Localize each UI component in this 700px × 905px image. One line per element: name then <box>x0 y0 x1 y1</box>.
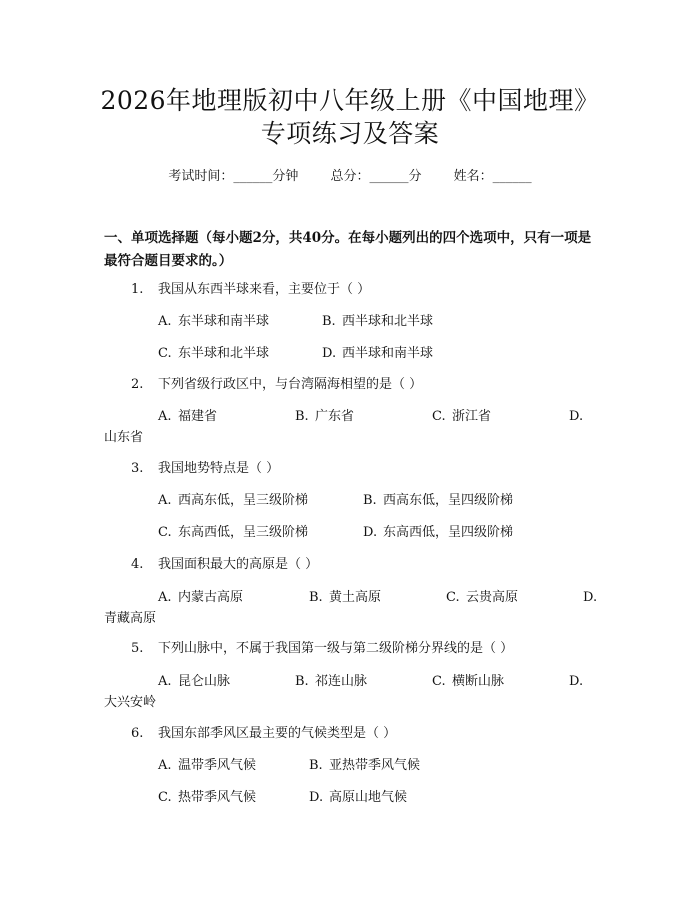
option-4d-text: 青藏高原 <box>104 611 157 626</box>
option-5c[interactable] <box>432 673 504 691</box>
option-3d[interactable] <box>363 524 513 542</box>
option-1c[interactable] <box>158 345 269 363</box>
option-text: 东半球和南半球 <box>178 314 270 329</box>
option-6a[interactable] <box>158 757 256 775</box>
option-letter: D. <box>322 346 337 361</box>
option-2b[interactable] <box>295 408 354 426</box>
question-number: 4. <box>131 557 144 572</box>
option-5b[interactable] <box>295 673 367 691</box>
option-letter: C. <box>158 346 172 361</box>
option-text: 东半球和北半球 <box>178 346 270 361</box>
option-text: 东高西低，呈三级阶梯 <box>178 525 309 540</box>
option-letter: B. <box>309 590 323 605</box>
option-text: 亚热带季风气候 <box>329 758 421 773</box>
option-3c[interactable] <box>158 524 308 542</box>
question-2 <box>131 376 422 394</box>
option-letter: A. <box>158 409 172 424</box>
option-text: 温带季风气候 <box>178 758 257 773</box>
option-text: 祁连山脉 <box>315 674 368 689</box>
section-heading: 一、单项选择题（每小题2分，共40分。在每小题列出的四个选项中，只有一项是最符合题目要求的。） <box>104 230 592 269</box>
option-4b[interactable] <box>309 589 381 607</box>
question-text: 我国从东西半球来看，主要位于（ ） <box>158 282 371 297</box>
option-text: 西高东低，呈四级阶梯 <box>383 493 514 508</box>
option-1d[interactable] <box>322 345 433 363</box>
option-letter: B. <box>295 674 309 689</box>
question-number: 6. <box>131 726 144 741</box>
page-title: 2026年地理版初中八年级上册《中国地理》 <box>100 86 600 115</box>
option-letter: A. <box>158 674 172 689</box>
option-text: 西半球和北半球 <box>342 314 434 329</box>
question-text: 下列山脉中，不属于我国第一级与第二级阶梯分界线的是（ ） <box>158 641 514 656</box>
option-text: 浙江省 <box>452 409 492 424</box>
question-number: 2. <box>131 377 144 392</box>
option-4c[interactable] <box>446 589 518 607</box>
option-letter: B. <box>295 409 309 424</box>
question-1 <box>131 281 370 299</box>
option-letter: B. <box>309 758 323 773</box>
page-subtitle: 专项练习及答案 <box>260 119 440 148</box>
question-6 <box>131 725 396 743</box>
option-letter: C. <box>446 590 460 605</box>
option-4d-letter[interactable]: D. <box>583 590 598 605</box>
option-text: 西高东低，呈三级阶梯 <box>178 493 309 508</box>
option-letter: A. <box>158 314 172 329</box>
option-letter: A. <box>158 758 172 773</box>
option-1b[interactable] <box>322 313 433 331</box>
option-5a[interactable] <box>158 673 230 691</box>
question-text: 我国东部季风区最主要的气候类型是（ ） <box>158 726 397 741</box>
option-2c[interactable] <box>432 408 491 426</box>
option-4a[interactable] <box>158 589 243 607</box>
option-6d[interactable] <box>309 789 407 807</box>
exam-score: 总分：______分 <box>330 169 422 184</box>
option-text: 福建省 <box>178 409 218 424</box>
exam-time: 考试时间：______分钟 <box>168 169 299 184</box>
option-letter: D. <box>309 790 324 805</box>
option-letter: C. <box>432 409 446 424</box>
exam-meta <box>0 168 700 186</box>
option-letter: B. <box>363 493 377 508</box>
option-text: 黄土高原 <box>329 590 382 605</box>
option-5d-text: 大兴安岭 <box>104 695 157 710</box>
option-text: 高原山地气候 <box>329 790 408 805</box>
option-letter: B. <box>322 314 336 329</box>
question-number: 3. <box>131 461 144 476</box>
question-text: 我国面积最大的高原是（ ） <box>158 557 319 572</box>
option-text: 横断山脉 <box>452 674 505 689</box>
question-3 <box>131 460 279 478</box>
option-6c[interactable] <box>158 789 256 807</box>
option-letter: D. <box>363 525 378 540</box>
option-text: 广东省 <box>315 409 355 424</box>
option-letter: C. <box>158 525 172 540</box>
option-letter: C. <box>432 674 446 689</box>
option-text: 昆仑山脉 <box>178 674 231 689</box>
question-5 <box>131 640 513 658</box>
exam-name: 姓名：______ <box>453 169 532 184</box>
question-number: 5. <box>131 641 144 656</box>
option-6b[interactable] <box>309 757 420 775</box>
option-text: 云贵高原 <box>466 590 519 605</box>
option-1a[interactable] <box>158 313 269 331</box>
question-4 <box>131 556 318 574</box>
option-2a[interactable] <box>158 408 217 426</box>
option-3a[interactable] <box>158 492 308 510</box>
option-2d-text: 山东省 <box>104 430 144 445</box>
option-3b[interactable] <box>363 492 513 510</box>
option-letter: A. <box>158 590 172 605</box>
option-letter: C. <box>158 790 172 805</box>
option-letter: A. <box>158 493 172 508</box>
option-text: 热带季风气候 <box>178 790 257 805</box>
question-text: 下列省级行政区中，与台湾隔海相望的是（ ） <box>158 377 423 392</box>
option-2d-letter[interactable]: D. <box>569 409 584 424</box>
question-number: 1. <box>131 282 144 297</box>
option-text: 东高西低，呈四级阶梯 <box>383 525 514 540</box>
option-text: 内蒙古高原 <box>178 590 244 605</box>
question-text: 我国地势特点是（ ） <box>158 461 280 476</box>
option-5d-letter[interactable]: D. <box>569 674 584 689</box>
option-text: 西半球和南半球 <box>342 346 434 361</box>
